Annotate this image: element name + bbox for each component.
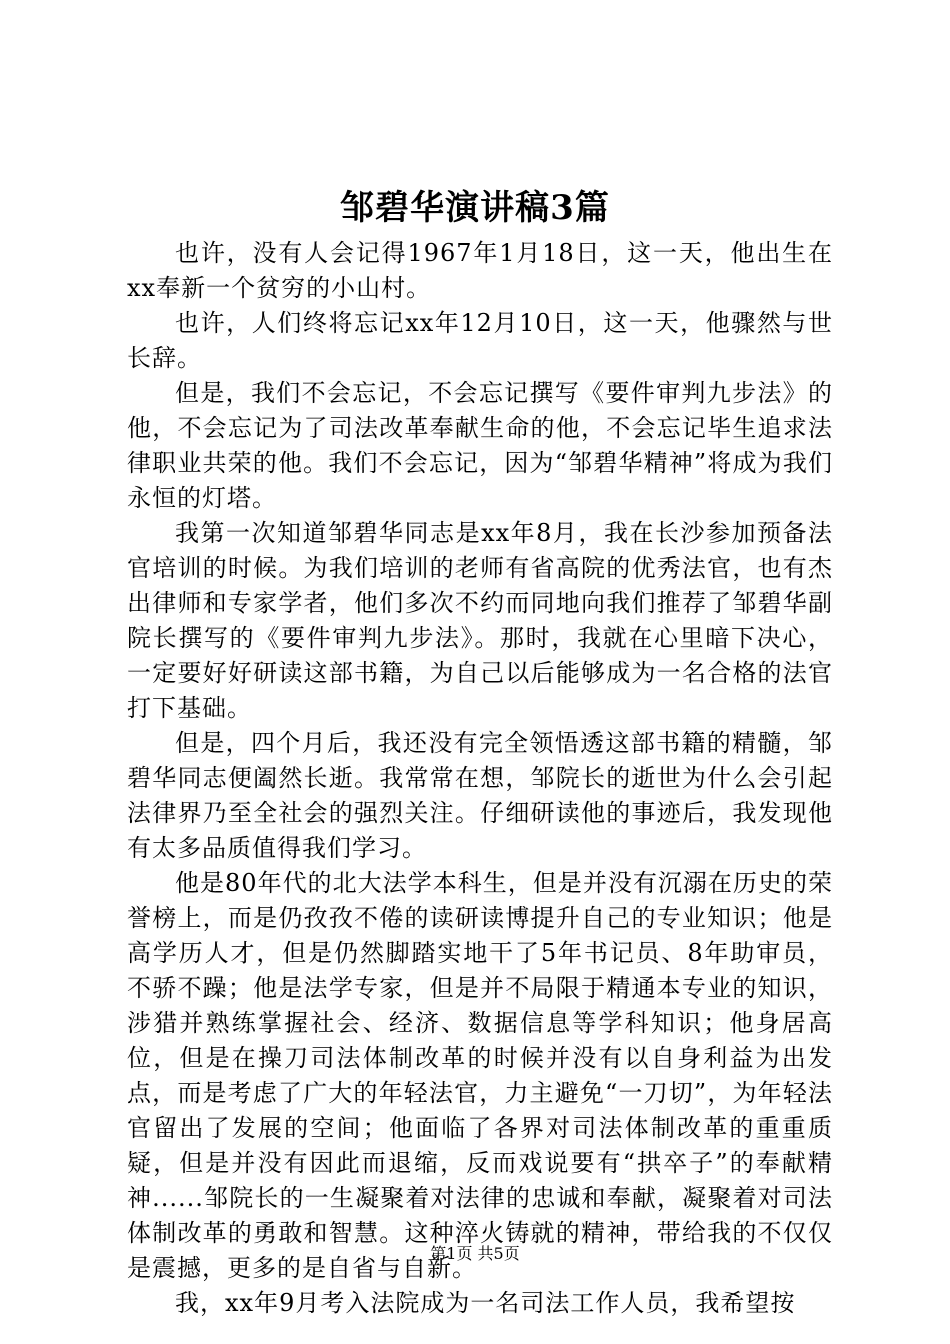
paragraph: 我第一次知道邹碧华同志是xx年8月，我在长沙参加预备法官培训的时候。为我们培训的老师有省高院的优秀法官，也有杰出律师和专家学者，他们多次不约而同地向我们推荐了邹碧华副院长撰写的《要件审判九步法》。那时，我就在心里暗下决心，一定要好好研读这部书籍，为自己以后能够成为一名合格的法官打下基础。 [127, 519, 833, 722]
page-title: 邹碧华演讲稿3篇 [340, 188, 610, 228]
paragraph: 但是，我们不会忘记，不会忘记撰写《要件审判九步法》的他，不会忘记为了司法改革奉献生命的他，不会忘记毕生追求法律职业共荣的他。我们不会忘记，因为“邹碧华精神”将成为我们永恒的灯塔。 [127, 379, 833, 512]
paragraph: 他是80年代的北大法学本科生，但是并没有沉溺在历史的荣誉榜上，而是仍孜孜不倦的读研读博提升自己的专业知识；他是高学历人才，但是仍然脚踏实地干了5年书记员、8年助审员，不骄不躁；他是法学专家，但是并不局限于精通本专业的知识，涉猎并熟练掌握社会、经济、数据信息等学科知识；他身居高位，但是在操刀司法体制改革的时候并没有以自身利益为出发点，而是考虑了广大的年轻法官，力主避免“一刀切”，为年轻法官留出了发展的空间；他面临了各界对司法体制改革的重重质疑，但是并没有因此而退缩，反而戏说要有“拱卒子”的奉献精神......邹院长的一生凝聚着对法律的忠诚和奉献，凝聚着对司法体制改革的勇敢和智慧。这种淬火铸就的精神，带给我的不仅仅是震撼，更多的是自省与自新。 [127, 869, 833, 1282]
paragraph: 但是，四个月后，我还没有完全领悟透这部书籍的精髓，邹碧华同志便阖然长逝。我常常在想，邹院长的逝世为什么会引起法律界乃至全社会的强烈关注。仔细研读他的事迹后，我发现他有太多品质值得我们学习。 [127, 729, 833, 862]
page-footer: 第1页 共5页 [430, 1244, 520, 1263]
paragraph: 也许，没有人会记得1967年1月18日，这一天，他出生在xx奉新一个贫穷的小山村。 [127, 239, 833, 302]
paragraph: 也许，人们终将忘记xx年12月10日，这一天，他骤然与世长辞。 [127, 309, 833, 372]
document-body [127, 236, 833, 1321]
paragraph: 我，xx年9月考入法院成为一名司法工作人员，我希望按 [175, 1289, 796, 1317]
